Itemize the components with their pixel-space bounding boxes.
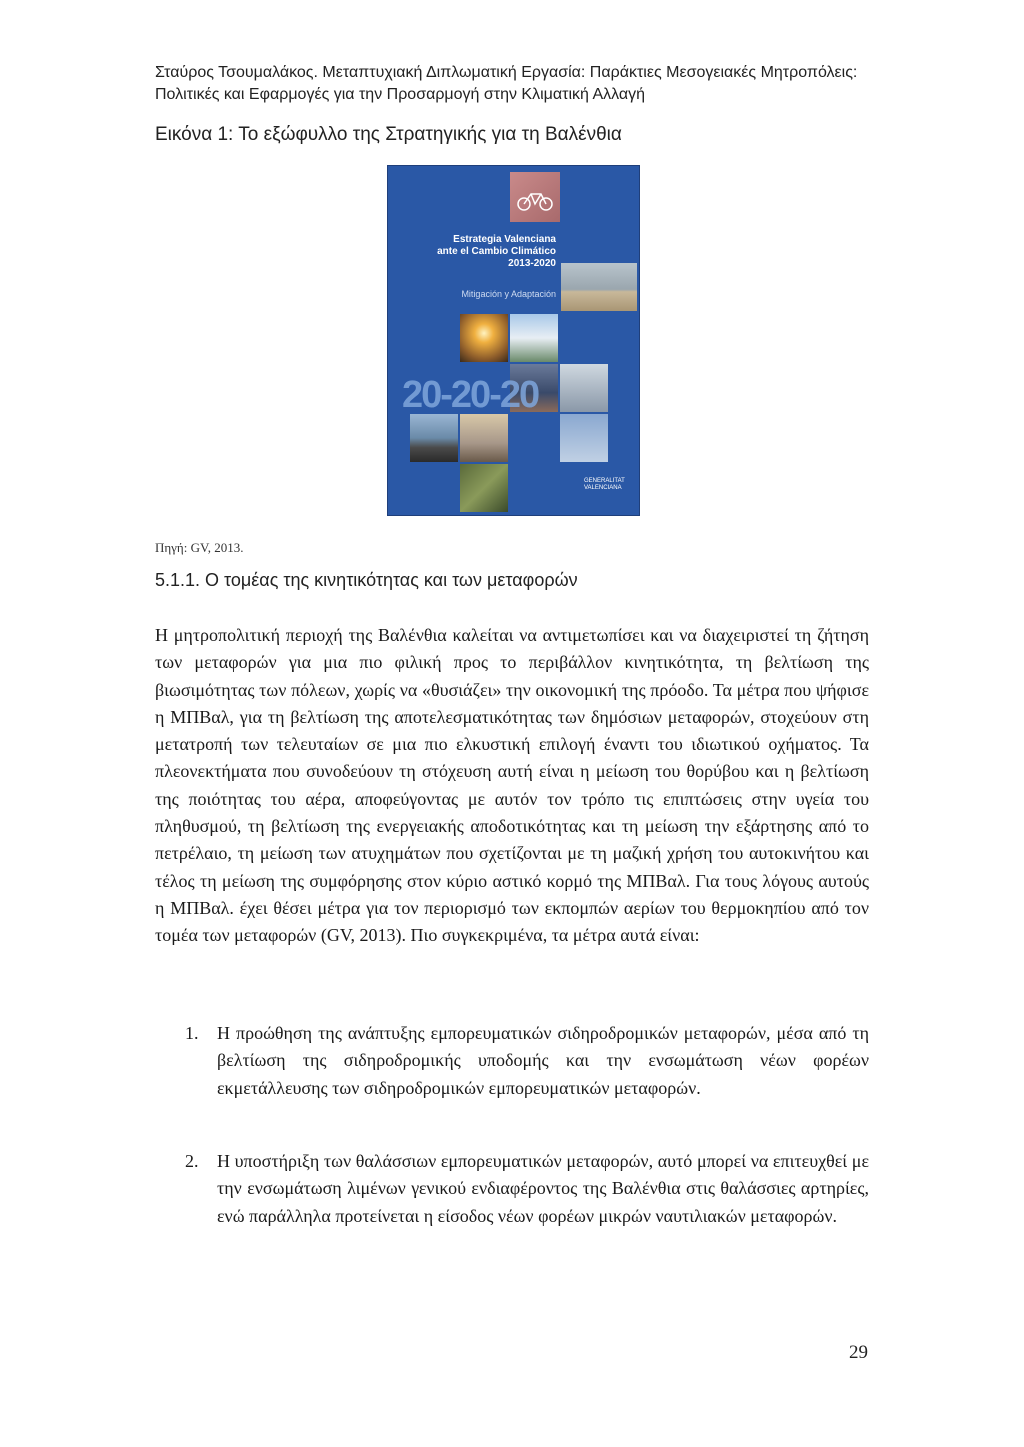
list-item-text: Η υποστήριξη των θαλάσσιων εμπορευματικών μεταφορών, αυτό μπορεί να επιτευχθεί με την ενσωμάτωση λιμένων γενικού ενδιαφέροντος της Βαλένθια στις θαλάσσιες αρτηρίες, ενώ παράλληλα προτείνεται η είσοδος νέων φορέων μικρών ναυτιλιακών μεταφορών. (217, 1151, 869, 1226)
beach-palm-photo (561, 263, 637, 311)
cover-title (388, 234, 556, 270)
street-photo (460, 414, 508, 462)
list-item-text: Η προώθηση της ανάπτυξης εμπορευματικών σιδηροδρομικών μεταφορών, μέσα από τη βελτίωση της σιδηροδρομικής υποδομής και την ενσωμάτωση νέων φορέων εκμετάλλευσης των σιδηροδρομικών εμπορευματικών μεταφορών. (217, 1023, 869, 1098)
header-line-2: Πολιτικές και Εφαρμογές για την Προσαρμογή στην Κλιματική Αλλαγή (155, 86, 646, 103)
cover-title-line-3: 2013-2020 (508, 258, 556, 269)
section-heading: 5.1.1. Ο τομέας της κινητικότητας και των μεταφορών (155, 570, 578, 590)
strategy-cover-image (387, 165, 640, 516)
figure-source: Πηγή: GV, 2013. (155, 540, 244, 555)
list-item-number: 1. (185, 1023, 199, 1043)
cover-subtitle: Mitigación y Adaptación (461, 289, 556, 299)
vegetation-photo (460, 464, 508, 512)
running-header (155, 62, 895, 106)
bicycle-icon (516, 190, 554, 212)
snowy-forest-photo (510, 314, 558, 362)
cover-title-line-1: Estrategia Valenciana (453, 234, 556, 245)
cover-title-line-2: ante el Cambio Climático (437, 246, 556, 257)
page-number: 29 (849, 1342, 868, 1363)
port-cranes-photo (560, 364, 608, 412)
coast-photo (410, 414, 458, 462)
generalitat-logo (584, 478, 625, 492)
cover-20-20-20-graphic: 20-20-20 (402, 374, 539, 416)
sunset-boat-photo (460, 314, 508, 362)
logo-line-2: VALENCIANA (584, 485, 622, 491)
power-line-photo (560, 414, 608, 462)
header-line-1: Σταύρος Τσουμαλάκος. Μεταπτυχιακή Διπλωματική Εργασία: Παράκτιες Μεσογειακές Μητροπόλεις: (155, 64, 858, 81)
list-item-number: 2. (185, 1151, 199, 1171)
figure-caption: Εικόνα 1: Το εξώφυλλο της Στρατηγικής για τη Βαλένθια (155, 124, 622, 145)
logo-line-1: GENERALITAT (584, 478, 625, 484)
body-paragraph: Η μητροπολιτική περιοχή της Βαλένθια καλείται να αντιμετωπίσει και να διαχειριστεί τη ζήτηση των μεταφορών για μια πιο φιλική προς το περιβάλλον κινητικότητα, τη βελτίωση της βιωσιμότητας των πόλεων, χωρίς να «θυσιάζει» την οικονομική της πρόοδο. Τα μέτρα που ψήφισε η ΜΠΒαλ, για τη βελτίωση της αποτελεσματικότητας των δημόσιων μεταφορών, στοχεύουν στη μετατροπή των τελευταίων σε μια πιο ελκυστική επιλογή έναντι του ιδιωτικού οχήματος. Τα πλεονεκτήματα που συνοδεύουν τη στόχευση αυτή είναι η μείωση του θορύβου και η βελτίωση της ποιότητας του αέρα, αποφεύγοντας με αυτόν τον τρόπο τις επιπτώσεις στην υγεία του πληθυσμού, τη βελτίωση της ενεργειακής αποδοτικότητας και τη μείωση την εξάρτησης από το πετρέλαιο, τη μείωση των ατυχημάτων που σχετίζονται με τη μαζική χρήση του αυτοκινήτου και τέλος τη μείωση της συμφόρησης στον κύριο αστικό κορμό της ΜΠΒαλ. Για τους λόγους αυτούς η ΜΠΒαλ. έχει θέσει μέτρα για τον περιορισμό των εκπομπών αερίων του θερμοκηπίου από τον τομέα των μεταφορών (GV, 2013). Πιο συγκεκριμένα, τα μέτρα αυτά είναι: (155, 625, 869, 946)
